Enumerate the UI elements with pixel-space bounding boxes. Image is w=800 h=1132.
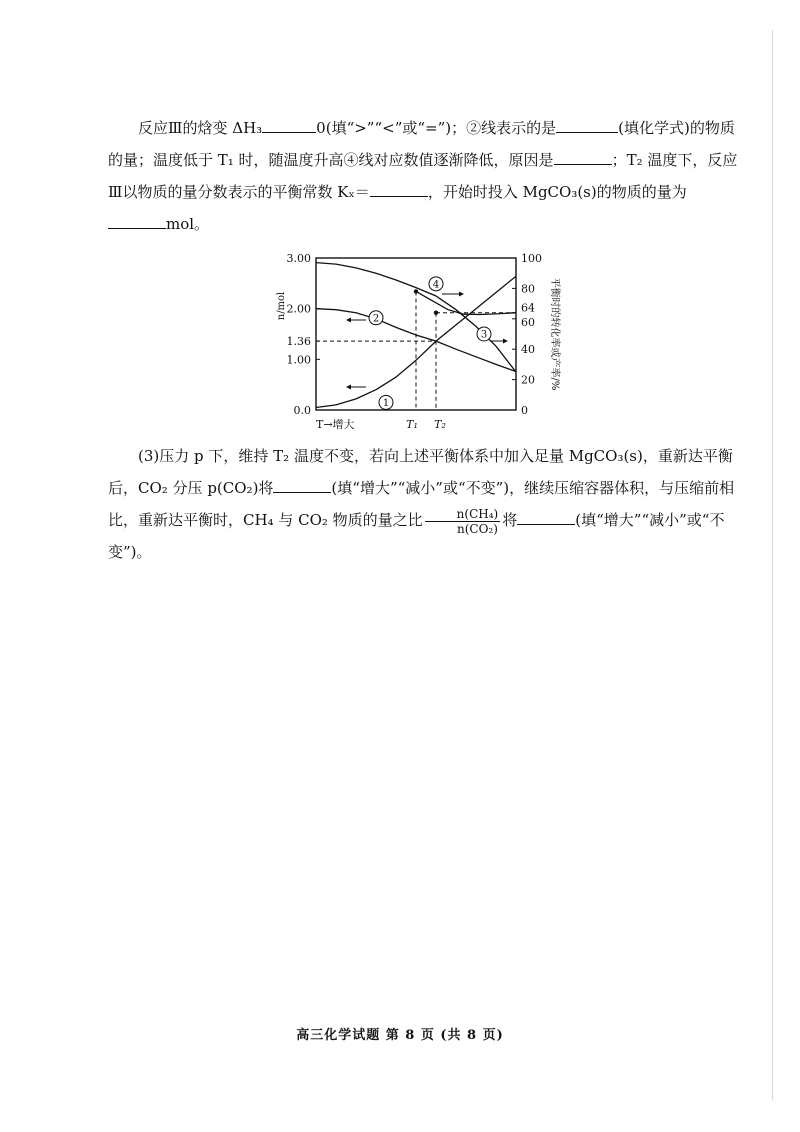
x-tick-T2: T₂ [434, 418, 446, 431]
series-label-4: 4 [432, 279, 440, 291]
text-segment: 将 [502, 511, 518, 529]
text-segment: (填“增大”“减小”或“不变”)。 [108, 511, 725, 561]
answer-blank-pco2[interactable] [273, 476, 331, 493]
answer-blank-reason[interactable] [554, 148, 612, 165]
left-tick-label: 1.36 [286, 335, 311, 349]
right-tick-label: 100 [521, 252, 542, 265]
answer-blank-mgco3[interactable] [108, 212, 166, 229]
text-segment: (填“增大”“减小”或“不变”)，继续压缩容器体积，与压缩前相比，重新达平衡时，CH₄ 与 CO₂ 物质的量之比 [108, 479, 735, 529]
right-tick-label: 0 [521, 404, 528, 417]
page-edge-divider [772, 30, 773, 1100]
x-tick-T1: T₁ [406, 418, 418, 431]
series-label-1: 1 [382, 397, 390, 409]
text-segment: (3)压力 p 下，维持 T₂ 温度不变，若向上述平衡体系中加入足量 MgCO₃(s)，重新达平衡后，CO₂ 分压 p(CO₂)将 [108, 447, 733, 497]
right-tick-label: 60 [521, 315, 535, 329]
page-footer: 高三化学试题 第 8 页 (共 8 页) [296, 1028, 504, 1043]
left-tick-label: 3.00 [286, 252, 311, 265]
arrow-right-series4 [442, 292, 464, 297]
right-tick-label: 64 [521, 301, 535, 315]
fraction-denominator: n(CO₂) [456, 521, 498, 536]
series-line-4 [416, 291, 516, 314]
left-axis-label: n/mol [276, 291, 287, 321]
text-segment: ，开始时投入 MgCO₃(s)的物质的量为 [427, 183, 687, 201]
question-paragraph-1 [108, 112, 738, 240]
text-segment: ；T₂ 温度下，反应Ⅲ以物质的量分数表示的平衡常数 Kₓ＝ [108, 151, 738, 201]
arrow-left-series1 [346, 385, 366, 390]
answer-blank-ratio[interactable] [517, 508, 575, 525]
right-tick-label: 80 [521, 282, 535, 296]
right-tick-label: 20 [521, 373, 535, 387]
T1-point [414, 289, 418, 293]
x-axis-label: T→增大 [316, 418, 355, 431]
left-tick-label: 0.0 [293, 404, 311, 417]
T2-point [434, 311, 438, 315]
text-segment: 反应Ⅲ的焓变 ΔH₃ [138, 119, 263, 137]
arrow-left-series2 [346, 318, 366, 323]
series-label-3: 3 [480, 329, 488, 341]
fraction-numerator: n(CH₄) [425, 507, 501, 522]
answer-blank-dh3[interactable] [262, 116, 316, 133]
left-tick-label: 2.00 [286, 302, 311, 316]
text-segment: (填化学式)的物质的量；温度低于 T₁ 时，随温度升高④线对应数值逐渐降低，原因是 [108, 119, 735, 169]
left-tick-label: 1.00 [286, 353, 311, 367]
series-label-2: 2 [372, 313, 380, 325]
question-paragraph-3 [108, 440, 738, 568]
right-tick-label: 40 [521, 343, 535, 357]
text-segment: 0(填“>”“<”或“=”)；②线表示的是 [316, 119, 557, 137]
answer-blank-kx[interactable] [370, 180, 428, 197]
right-axis-label: 平衡时的转化率或产率/% [549, 277, 560, 391]
ratio-fraction [425, 507, 501, 536]
answer-blank-line2[interactable] [556, 116, 618, 133]
text-segment: mol。 [166, 215, 210, 233]
equilibrium-chart [262, 248, 562, 434]
